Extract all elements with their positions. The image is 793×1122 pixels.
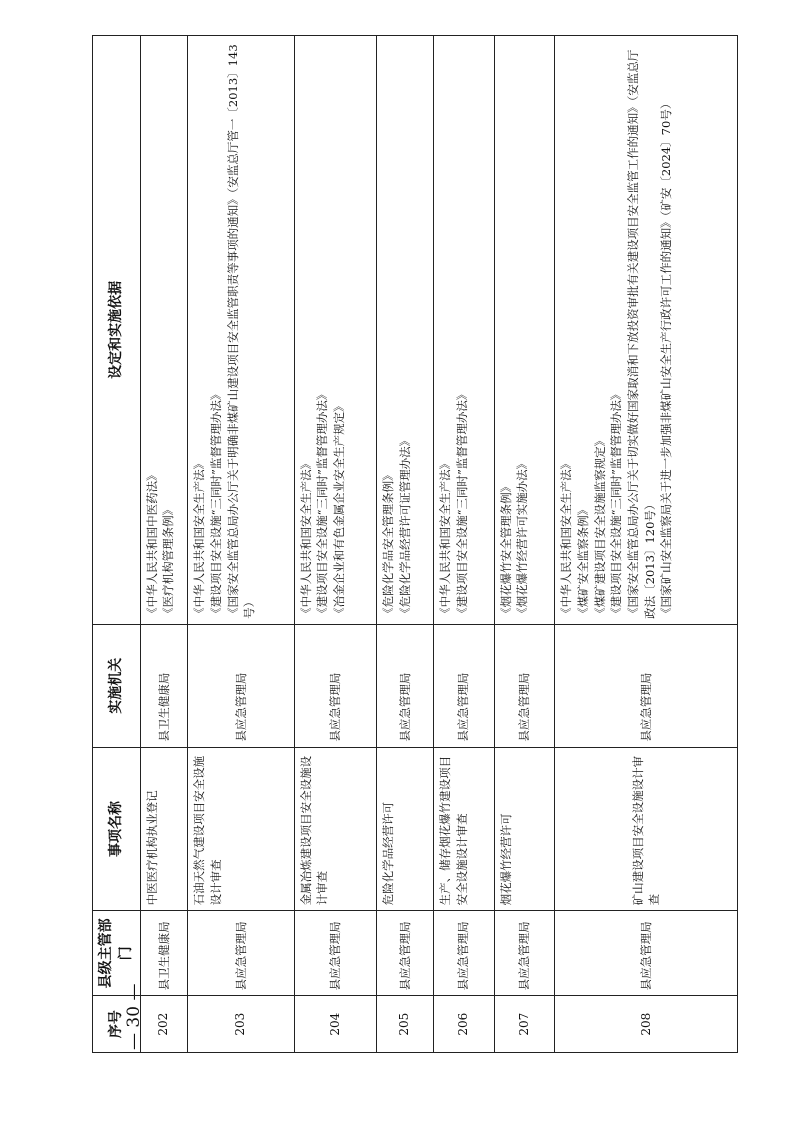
row-agency: 县应急管理局 xyxy=(433,624,494,747)
row-department: 县应急管理局 xyxy=(555,911,738,996)
row-number: 203 xyxy=(188,996,294,1053)
basis-line: 《医疗机构管理条例》 xyxy=(161,503,176,619)
page-number: — 30 — xyxy=(124,983,144,1050)
row-department: 县应急管理局 xyxy=(188,911,294,996)
row-agency: 县卫生健康局 xyxy=(140,624,188,747)
header-dept: 县级主管部门 xyxy=(93,911,141,996)
basis-line: 《危险化学品经营许可证管理办法》 xyxy=(398,434,413,619)
table-body xyxy=(140,36,737,1053)
basis-line: 《国家安全监管总局办公厅关于切实做好国家取消和下放投资审批有关建设项目安全监管工作的通知》（安监总厅政法〔2013〕120号） xyxy=(626,49,657,619)
row-agency: 县应急管理局 xyxy=(377,624,433,747)
row-number: 208 xyxy=(555,996,738,1053)
row-basis xyxy=(294,36,377,625)
basis-line: 《烟花爆竹经营许可实施办法》 xyxy=(515,457,530,619)
row-number: 204 xyxy=(294,996,377,1053)
row-agency: 县应急管理局 xyxy=(294,624,377,747)
row-department: 县卫生健康局 xyxy=(140,911,188,996)
table-row xyxy=(377,36,433,1053)
row-agency: 县应急管理局 xyxy=(555,624,738,747)
row-department: 县应急管理局 xyxy=(377,911,433,996)
row-item-name: 金属冶炼建设项目安全设施设计审查 xyxy=(294,747,377,911)
row-item-name: 危险化学品经营许可 xyxy=(377,747,433,911)
row-number: 206 xyxy=(433,996,494,1053)
header-agency: 实施机关 xyxy=(93,624,141,747)
basis-line: 《中华人民共和国安全生产法》 xyxy=(437,457,452,619)
row-item-name: 烟花爆竹经营许可 xyxy=(494,747,555,911)
row-basis xyxy=(140,36,188,625)
header-basis: 设定和实施依据 xyxy=(93,36,141,625)
basis-line: 《建设项目安全设施“三同时”监督管理办法》 xyxy=(209,388,224,619)
row-item-name: 中医医疗机构执业登记 xyxy=(140,747,188,911)
row-item-name: 矿山建设项目安全设施设计审查 xyxy=(555,747,738,911)
row-agency: 县应急管理局 xyxy=(494,624,555,747)
row-agency: 县应急管理局 xyxy=(188,624,294,747)
basis-line: 《中华人民共和国安全生产法》 xyxy=(298,457,313,619)
administrative-items-table xyxy=(92,35,738,1053)
basis-line: 《建设项目安全设施“三同时”监督管理办法》 xyxy=(454,388,469,619)
table-row xyxy=(494,36,555,1053)
table-header-row xyxy=(93,36,141,1053)
row-department: 县应急管理局 xyxy=(494,911,555,996)
basis-line: 《建设项目安全设施“三同时”监督管理办法》 xyxy=(609,388,624,619)
row-number: 207 xyxy=(494,996,555,1053)
row-basis xyxy=(433,36,494,625)
row-item-name: 石油天然气建设项目安全设施设计审查 xyxy=(188,747,294,911)
basis-line: 《中华人民共和国中医药法》 xyxy=(144,469,159,619)
row-basis xyxy=(377,36,433,625)
table-row xyxy=(188,36,294,1053)
row-basis xyxy=(494,36,555,625)
basis-line: 《煤矿建设项目安全设施监察规定》 xyxy=(592,434,607,619)
basis-line: 《建设项目安全设施“三同时”监督管理办法》 xyxy=(315,388,330,619)
header-no: 序号 xyxy=(93,996,141,1053)
table-row xyxy=(294,36,377,1053)
basis-line: 《中华人民共和国安全生产法》 xyxy=(559,457,574,619)
row-department: 县应急管理局 xyxy=(433,911,494,996)
table-row xyxy=(555,36,738,1053)
row-basis xyxy=(188,36,294,625)
row-item-name: 生产、储存烟花爆竹建设项目安全设施设计审查 xyxy=(433,747,494,911)
table-row xyxy=(433,36,494,1053)
header-item: 事项名称 xyxy=(93,747,141,911)
basis-line: 《冶金企业和有色金属企业安全生产规定》 xyxy=(332,400,347,619)
row-number: 205 xyxy=(377,996,433,1053)
row-basis xyxy=(555,36,738,625)
basis-line: 《危险化学品安全管理条例》 xyxy=(381,469,396,619)
rotated-table-container xyxy=(92,35,738,1053)
basis-line: 《煤矿安全监察条例》 xyxy=(576,503,591,619)
row-department: 县应急管理局 xyxy=(294,911,377,996)
row-number: 202 xyxy=(140,996,188,1053)
basis-line: 《中华人民共和国安全生产法》 xyxy=(192,457,207,619)
basis-line: 《国家矿山安全监察局关于进一步加强非煤矿山安全生产行政许可工作的通知》（矿安〔2024〕70号） xyxy=(659,97,674,619)
basis-line: 《国家安全监管总局办公厅关于明确非煤矿山建设项目安全监管职责等事项的通知》（安监总厅管一〔2013〕143号） xyxy=(225,44,257,619)
table-row xyxy=(140,36,188,1053)
basis-line: 《烟花爆竹安全管理条例》 xyxy=(498,480,513,619)
